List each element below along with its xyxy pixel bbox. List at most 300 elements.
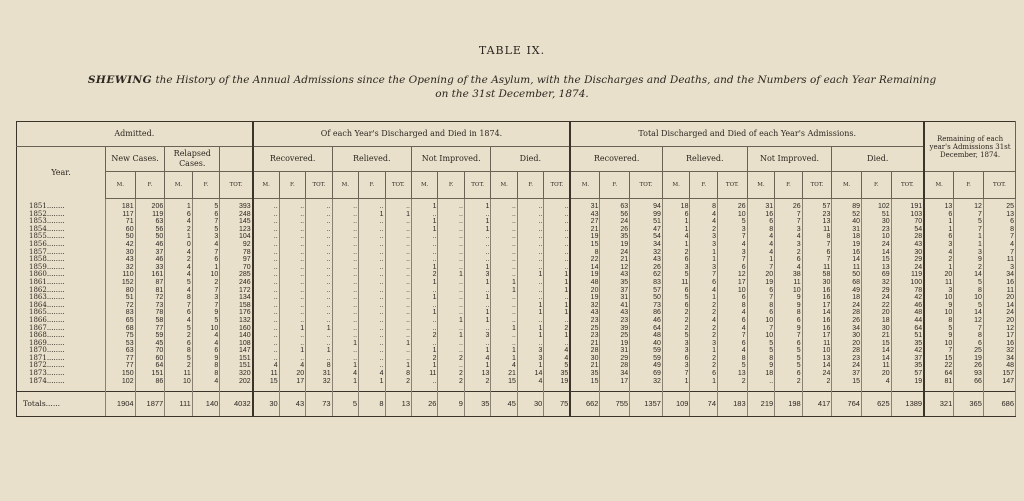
cell-value: .. — [253, 271, 279, 279]
cell-value: 2 — [192, 279, 220, 287]
cell-value: 1 — [412, 309, 438, 317]
cell-value: 1 — [332, 378, 358, 386]
cell-value: 1 — [491, 279, 517, 287]
cell-value: 17 — [802, 332, 832, 340]
totals-value: 365 — [954, 392, 984, 417]
cell-value: 4 — [332, 370, 358, 378]
cell-value: .. — [491, 241, 517, 249]
cell-value: .. — [412, 340, 438, 348]
row-year: 1869........ — [17, 340, 106, 348]
cell-value: 1 — [192, 264, 220, 272]
cell-value: 12 — [983, 325, 1015, 333]
cell-value: .. — [412, 256, 438, 264]
cell-value: .. — [306, 256, 332, 264]
cell-value: 104 — [220, 233, 253, 241]
table-row — [17, 233, 1016, 241]
subheader-m: M. — [491, 172, 517, 199]
cell-value: 24 — [600, 249, 630, 257]
cell-value: .. — [279, 294, 305, 302]
cell-value: 31 — [747, 199, 775, 211]
table-row — [17, 340, 1016, 348]
cell-value: 4 — [662, 233, 690, 241]
subheader-m: M. — [570, 172, 600, 199]
cell-value: .. — [332, 264, 358, 272]
cell-value: 41 — [600, 302, 630, 310]
cell-value: 2 — [802, 378, 832, 386]
cell-value: 6 — [662, 302, 690, 310]
cell-value: 2 — [385, 378, 411, 386]
cell-value: 31 — [600, 347, 630, 355]
cell-value: 13 — [924, 199, 954, 211]
cell-value: 60 — [135, 355, 165, 363]
cell-value: 73 — [630, 302, 663, 310]
cell-value: .. — [359, 317, 385, 325]
cell-value: 20 — [832, 340, 862, 348]
cell-value: 7 — [747, 264, 775, 272]
cell-value: .. — [438, 226, 464, 234]
cell-value: 119 — [891, 271, 924, 279]
cell-value: 30 — [802, 279, 832, 287]
cell-value: 21 — [491, 370, 517, 378]
cell-value: 46 — [135, 241, 165, 249]
cell-value: .. — [438, 325, 464, 333]
table-row — [17, 226, 1016, 234]
cell-value: .. — [306, 340, 332, 348]
totals-value: 764 — [832, 392, 862, 417]
cell-value: .. — [385, 279, 411, 287]
cell-value: 77 — [135, 325, 165, 333]
cell-value: 285 — [220, 271, 253, 279]
cell-value: .. — [359, 302, 385, 310]
header-relieved-total: Relieved. — [662, 147, 747, 172]
cell-value: 3 — [192, 294, 220, 302]
cell-value: 6 — [662, 355, 690, 363]
cell-value: 1 — [412, 279, 438, 287]
cell-value: 59 — [630, 347, 663, 355]
cell-value: .. — [464, 211, 490, 219]
cell-value: 31 — [600, 294, 630, 302]
totals-value: 45 — [491, 392, 517, 417]
cell-value: .. — [332, 256, 358, 264]
cell-value: 3 — [517, 355, 543, 363]
cell-value: 6 — [718, 264, 748, 272]
cell-value: 72 — [105, 302, 135, 310]
cell-value: 14 — [517, 370, 543, 378]
cell-value: 1 — [464, 309, 490, 317]
cell-value: .. — [438, 233, 464, 241]
cell-value: 94 — [630, 199, 663, 211]
cell-value: 103 — [891, 211, 924, 219]
table-row — [17, 362, 1016, 370]
cell-value: 34 — [600, 370, 630, 378]
cell-value: 48 — [983, 362, 1015, 370]
cell-value: .. — [544, 256, 570, 264]
header-not-improved-total: Not Improved. — [747, 147, 832, 172]
cell-value: 1 — [332, 362, 358, 370]
cell-value: .. — [279, 211, 305, 219]
cell-value: 16 — [802, 294, 832, 302]
cell-value: 4 — [690, 211, 718, 219]
cell-value: 18 — [832, 233, 862, 241]
cell-value: 6 — [718, 317, 748, 325]
cell-value: 4 — [861, 378, 891, 386]
cell-value: .. — [491, 340, 517, 348]
cell-value: 2 — [438, 378, 464, 386]
cell-value: .. — [279, 309, 305, 317]
cell-value: .. — [491, 218, 517, 226]
cell-value: .. — [359, 325, 385, 333]
subheader-f: F. — [600, 172, 630, 199]
cell-value: .. — [438, 279, 464, 287]
cell-value: .. — [544, 317, 570, 325]
cell-value: .. — [438, 241, 464, 249]
cell-value: .. — [412, 378, 438, 386]
cell-value: .. — [359, 362, 385, 370]
cell-value: 3 — [690, 340, 718, 348]
cell-value: .. — [491, 332, 517, 340]
cell-value: 11 — [802, 264, 832, 272]
cell-value: 15 — [570, 241, 600, 249]
cell-value: 70 — [891, 218, 924, 226]
cell-value: .. — [332, 332, 358, 340]
table-row — [17, 347, 1016, 355]
cell-value: 8 — [983, 226, 1015, 234]
cell-value: .. — [544, 294, 570, 302]
cell-value: 6 — [192, 256, 220, 264]
cell-value: 29 — [891, 256, 924, 264]
cell-value: 191 — [891, 199, 924, 211]
table-row — [17, 264, 1016, 272]
subheader-tot: TOT. — [220, 172, 253, 199]
cell-value: .. — [332, 226, 358, 234]
table-row — [17, 249, 1016, 257]
cell-value: .. — [332, 302, 358, 310]
cell-value: .. — [517, 249, 543, 257]
cell-value: .. — [544, 340, 570, 348]
subheader-tot: TOT. — [544, 172, 570, 199]
cell-value: .. — [253, 256, 279, 264]
cell-value: 20 — [279, 370, 305, 378]
cell-value: 5 — [165, 355, 193, 363]
cell-value: 1 — [544, 332, 570, 340]
cell-value: .. — [385, 271, 411, 279]
cell-value: 64 — [135, 362, 165, 370]
cell-value: .. — [359, 271, 385, 279]
caption-line2: on the 31st December, 1874. — [435, 88, 589, 100]
cell-value: 1 — [491, 287, 517, 295]
cell-value: 57 — [891, 370, 924, 378]
cell-value: .. — [332, 233, 358, 241]
cell-value: 4 — [747, 249, 775, 257]
cell-value: 4 — [544, 347, 570, 355]
cell-value: 7 — [954, 325, 984, 333]
cell-value: .. — [306, 309, 332, 317]
totals-value: 4032 — [220, 392, 253, 417]
row-year: 1862........ — [17, 287, 106, 295]
cell-value: 65 — [105, 317, 135, 325]
cell-value: 2 — [544, 325, 570, 333]
cell-value: 158 — [220, 302, 253, 310]
cell-value: .. — [253, 294, 279, 302]
cell-value: .. — [385, 287, 411, 295]
cell-value: 45 — [135, 340, 165, 348]
totals-value: 73 — [306, 392, 332, 417]
cell-value: .. — [253, 332, 279, 340]
cell-value: .. — [412, 325, 438, 333]
row-year: 1873........ — [17, 370, 106, 378]
cell-value: 8 — [165, 294, 193, 302]
cell-value: .. — [332, 271, 358, 279]
cell-value: .. — [491, 256, 517, 264]
cell-value: 51 — [891, 332, 924, 340]
cell-value: 35 — [891, 340, 924, 348]
cell-value: 19 — [891, 378, 924, 386]
cell-value: 7 — [954, 226, 984, 234]
cell-value: .. — [491, 271, 517, 279]
cell-value: 4 — [747, 241, 775, 249]
cell-value: 68 — [832, 279, 862, 287]
subheader-f: F. — [690, 172, 718, 199]
cell-value: 30 — [861, 218, 891, 226]
cell-value: 1 — [306, 347, 332, 355]
cell-value: 28 — [832, 347, 862, 355]
cell-value: 1 — [544, 271, 570, 279]
totals-value: 198 — [775, 392, 803, 417]
cell-value: 23 — [861, 226, 891, 234]
cell-value: 16 — [802, 325, 832, 333]
cell-value: 1 — [544, 279, 570, 287]
cell-value: 7 — [747, 325, 775, 333]
cell-value: 7 — [983, 233, 1015, 241]
cell-value: 2 — [464, 378, 490, 386]
cell-value: 42 — [891, 294, 924, 302]
cell-value: 69 — [861, 271, 891, 279]
cell-value: 86 — [630, 309, 663, 317]
cell-value: 7 — [192, 287, 220, 295]
cell-value: 7 — [192, 249, 220, 257]
row-year: 1863........ — [17, 294, 106, 302]
cell-value: 2 — [412, 271, 438, 279]
cell-value: 8 — [747, 355, 775, 363]
cell-value: .. — [385, 294, 411, 302]
table-row — [17, 279, 1016, 287]
cell-value: 12 — [954, 317, 984, 325]
cell-value: 11 — [802, 226, 832, 234]
cell-value: 28 — [570, 347, 600, 355]
cell-value: 4 — [359, 370, 385, 378]
cell-value: 9 — [192, 309, 220, 317]
table-row — [17, 241, 1016, 249]
cell-value: .. — [359, 309, 385, 317]
cell-value: .. — [438, 199, 464, 211]
cell-value: .. — [279, 233, 305, 241]
cell-value: 134 — [220, 294, 253, 302]
cell-value: 151 — [220, 355, 253, 363]
cell-value: 10 — [747, 332, 775, 340]
subheader-tot: TOT. — [983, 172, 1015, 199]
cell-value: 1 — [954, 233, 984, 241]
cell-value: 393 — [220, 199, 253, 211]
cell-value: 46 — [630, 317, 663, 325]
row-year: 1874........ — [17, 378, 106, 386]
cell-value: 30 — [105, 249, 135, 257]
cell-value: 0 — [165, 241, 193, 249]
cell-value: .. — [359, 279, 385, 287]
cell-value: 6 — [662, 211, 690, 219]
cell-value: .. — [306, 302, 332, 310]
cell-value: .. — [253, 302, 279, 310]
cell-value: 1 — [279, 347, 305, 355]
cell-value: .. — [438, 287, 464, 295]
cell-value: 4 — [718, 347, 748, 355]
cell-value: .. — [359, 355, 385, 363]
cell-value: .. — [385, 317, 411, 325]
cell-value: 4 — [165, 264, 193, 272]
cell-value: .. — [385, 325, 411, 333]
cell-value: 43 — [891, 241, 924, 249]
subheader-f: F. — [517, 172, 543, 199]
cell-value: 60 — [105, 226, 135, 234]
cell-value: 31 — [570, 199, 600, 211]
row-year: 1860........ — [17, 271, 106, 279]
cell-value: 2 — [690, 302, 718, 310]
cell-value: 19 — [600, 340, 630, 348]
cell-value: 8 — [718, 302, 748, 310]
cell-value: 26 — [600, 226, 630, 234]
cell-value: 8 — [570, 249, 600, 257]
cell-value: 7 — [775, 211, 803, 219]
cell-value: 8 — [954, 332, 984, 340]
cell-value: 11 — [412, 370, 438, 378]
cell-value: .. — [279, 256, 305, 264]
header-total-discharged-died: Total Discharged and Died of each Year's Admissions. — [570, 122, 924, 147]
cell-value: .. — [253, 264, 279, 272]
cell-value: 2 — [690, 309, 718, 317]
totals-value: 8 — [359, 392, 385, 417]
cell-value: 1 — [385, 211, 411, 219]
cell-value: 1 — [517, 325, 543, 333]
cell-value: 16 — [983, 340, 1015, 348]
cell-value: 1 — [544, 287, 570, 295]
cell-value: 3 — [775, 241, 803, 249]
cell-value: 117 — [105, 211, 135, 219]
cell-value: 14 — [861, 355, 891, 363]
cell-value: 20 — [983, 294, 1015, 302]
cell-value: 10 — [775, 287, 803, 295]
cell-value: 1 — [464, 347, 490, 355]
cell-value: .. — [253, 233, 279, 241]
table-row — [17, 378, 1016, 386]
cell-value: 83 — [630, 279, 663, 287]
cell-value: 89 — [832, 199, 862, 211]
table-row — [17, 211, 1016, 219]
cell-value: .. — [464, 256, 490, 264]
cell-value: 4 — [690, 287, 718, 295]
cell-value: 2 — [718, 378, 748, 386]
cell-value: 31 — [832, 226, 862, 234]
cell-value: 93 — [954, 370, 984, 378]
cell-value: 66 — [954, 378, 984, 386]
cell-value: .. — [438, 340, 464, 348]
cell-value: 3 — [924, 241, 954, 249]
subheader-m: M. — [832, 172, 862, 199]
cell-value: .. — [412, 249, 438, 257]
cell-value: 17 — [718, 279, 748, 287]
cell-value: 37 — [600, 287, 630, 295]
cell-value: 14 — [954, 271, 984, 279]
cell-value: 51 — [105, 294, 135, 302]
table-title: TABLE IX. — [478, 44, 546, 57]
table-row — [17, 199, 1016, 211]
cell-value: .. — [359, 332, 385, 340]
cell-value: 32 — [630, 249, 663, 257]
cell-value: .. — [544, 249, 570, 257]
cell-value: .. — [412, 317, 438, 325]
cell-value: .. — [306, 294, 332, 302]
cell-value: 4 — [165, 218, 193, 226]
cell-value: .. — [359, 249, 385, 257]
cell-value: 1 — [662, 378, 690, 386]
cell-value: .. — [438, 218, 464, 226]
cell-value: 24 — [891, 264, 924, 272]
cell-value: 1 — [464, 264, 490, 272]
cell-value: 3 — [690, 264, 718, 272]
cell-value: 4 — [718, 309, 748, 317]
cell-value: .. — [253, 340, 279, 348]
cell-value: 7 — [983, 249, 1015, 257]
cell-value: 14 — [983, 302, 1015, 310]
cell-value: 202 — [220, 378, 253, 386]
admissions-table — [16, 121, 1016, 417]
cell-value: .. — [279, 226, 305, 234]
cell-value: 2 — [954, 264, 984, 272]
cell-value: 57 — [802, 199, 832, 211]
subheader-m: M. — [662, 172, 690, 199]
cell-value: .. — [491, 309, 517, 317]
cell-value: 2 — [165, 226, 193, 234]
subheader-m: M. — [924, 172, 954, 199]
cell-value: 53 — [105, 340, 135, 348]
cell-value: 37 — [135, 249, 165, 257]
cell-value: 4 — [192, 332, 220, 340]
header-recovered-1874: Recovered. — [253, 147, 332, 172]
cell-value: 1 — [662, 226, 690, 234]
cell-value: 7 — [192, 302, 220, 310]
cell-value: .. — [517, 211, 543, 219]
cell-value: 5 — [662, 271, 690, 279]
cell-value: 54 — [891, 226, 924, 234]
totals-value: 140 — [192, 392, 220, 417]
cell-value: 48 — [570, 279, 600, 287]
cell-value: 37 — [891, 355, 924, 363]
totals-value: 35 — [464, 392, 490, 417]
cell-value: 248 — [220, 211, 253, 219]
cell-value: 15 — [861, 256, 891, 264]
cell-value: 28 — [891, 233, 924, 241]
cell-value: 4 — [253, 362, 279, 370]
cell-value: 5 — [544, 362, 570, 370]
cell-value: 11 — [802, 340, 832, 348]
cell-value: .. — [438, 249, 464, 257]
cell-value: .. — [412, 211, 438, 219]
cell-value: 4 — [517, 378, 543, 386]
cell-value: 2 — [662, 249, 690, 257]
cell-value: 34 — [983, 271, 1015, 279]
cell-value: 13 — [802, 355, 832, 363]
cell-value: 23 — [802, 211, 832, 219]
cell-value: .. — [306, 279, 332, 287]
totals-value: 9 — [438, 392, 464, 417]
